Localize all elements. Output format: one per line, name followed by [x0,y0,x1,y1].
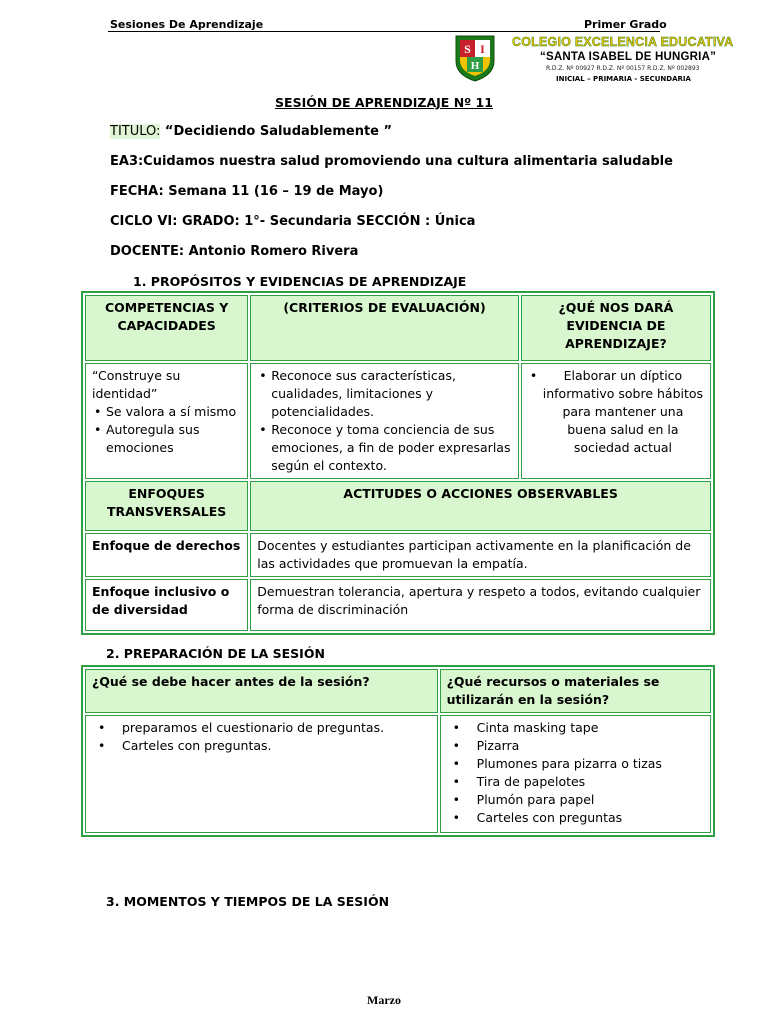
recursos-cell [440,715,711,833]
school-subtitle: “SANTA ISABEL DE HUNGRIA” [540,51,717,63]
header-rule [108,31,660,32]
competencia-title: “Construye su identidad” [92,368,181,401]
enfoque-name: Enfoque de derechos [85,533,248,577]
header-competencias: COMPETENCIAS Y CAPACIDADES [85,295,248,361]
list-item: • Autoregula sus emociones [92,421,241,457]
list-item: • Plumones para pizarra o tizas [447,755,704,773]
preparation-table [81,665,715,837]
header-actitudes: ACTITUDES O ACCIONES OBSERVABLES [250,481,711,531]
criterios-cell [250,363,519,479]
purposes-table [81,291,715,635]
header-antes: ¿Qué se debe hacer antes de la sesión? [85,669,438,713]
enfoque-name: Enfoque inclusivo o de diversidad [85,579,248,631]
list-item: • Pizarra [447,737,704,755]
logo-letter-h: H [470,60,480,72]
list-item: • Reconoce sus características, cualidades, limitaciones y potencialidades. [257,367,512,421]
list-item: • Plumón para papel [447,791,704,809]
document-title: SESIÓN DE APRENDIZAJE Nº 11 [275,95,493,110]
field-ciclo: CICLO VI: GRADO: 1°- Secundaria SECCIÓN : Única [110,214,476,229]
list-item: • Carteles con preguntas. [92,737,431,755]
header-criterios: (CRITERIOS DE EVALUACIÓN) [250,295,519,361]
footer-month: Marzo [367,993,401,1007]
list-item: • Cinta masking tape [447,719,704,737]
competencia-cell [85,363,248,479]
field-docente: DOCENTE: Antonio Romero Rivera [110,244,359,259]
list-item: • Elaborar un díptico informativo sobre hábitos para mantener una buena salud en la sociedad actual [528,367,704,457]
logo-letter-i: I [480,42,485,56]
header-right: Primer Grado [584,18,667,31]
section-1-title: 1. PROPÓSITOS Y EVIDENCIAS DE APRENDIZAJE [133,274,467,289]
school-logo-icon [453,33,497,83]
antes-cell [85,715,438,833]
school-levels: INICIAL – PRIMARIA - SECUNDARIA [556,75,691,83]
list-item: • preparamos el cuestionario de preguntas. [92,719,431,737]
titulo-value: “Decidiendo Saludablemente ” [160,124,393,139]
header-left: Sesiones De Aprendizaje [110,18,264,31]
enfoque-desc: Demuestran tolerancia, apertura y respeto a todos, evitando cualquier forma de discriminación [250,579,711,631]
list-item: • Se valora a sí mismo [92,403,241,421]
school-name: COLEGIO EXCELENCIA EDUCATIVA [512,35,734,49]
field-fecha: FECHA: Semana 11 (16 – 19 de Mayo) [110,184,384,199]
field-titulo [110,124,392,139]
school-rdz: R.D.Z. Nº 00927 R.D.Z. Nº 00157 R.D.Z. Nº 002893 [546,65,700,72]
logo-letter-s: S [464,42,471,56]
section-3-title: 3. MOMENTOS Y TIEMPOS DE LA SESIÓN [106,894,390,909]
header-enfoques: ENFOQUES TRANSVERSALES [85,481,248,531]
titulo-label: TITULO: [110,124,161,139]
header-recursos: ¿Qué recursos o materiales se utilizarán en la sesión? [440,669,711,713]
evidencia-cell [521,363,711,479]
header-evidencia: ¿QUÉ NOS DARÁ EVIDENCIA DE APRENDIZAJE? [521,295,711,361]
list-item: • Tira de papelotes [447,773,704,791]
list-item: • Reconoce y toma conciencia de sus emociones, a fin de poder expresarlas según el contexto. [257,421,512,475]
list-item: • Carteles con preguntas [447,809,704,827]
field-ea3: EA3:Cuidamos nuestra salud promoviendo una cultura alimentaria saludable [110,154,673,169]
enfoque-desc: Docentes y estudiantes participan activamente en la planificación de las actividades que promuevan la empatía. [250,533,711,577]
section-2-title: 2. PREPARACIÓN DE LA SESIÓN [106,646,325,661]
